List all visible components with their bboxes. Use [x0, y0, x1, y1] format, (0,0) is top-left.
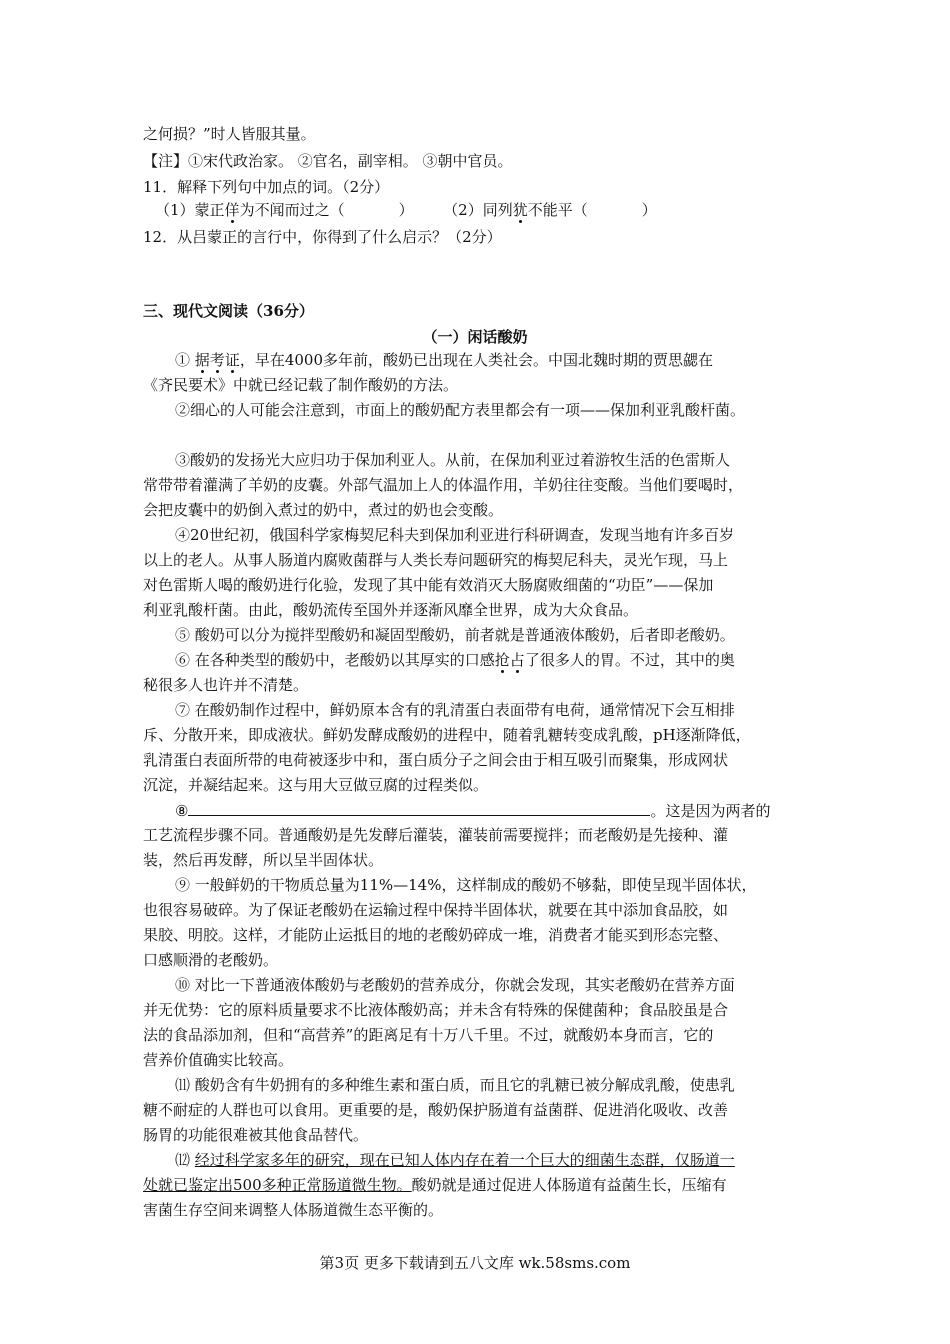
paragraph-11-line: ⑾ 酸奶含有牛奶拥有的多种维生素和蛋白质，而且它的乳糖已被分解成乳酸，使患乳 [175, 1076, 735, 1094]
para-num: ⑧ [175, 802, 189, 820]
paragraph-10-line: 营养价值确实比较高。 [143, 1051, 294, 1069]
question-11: 11．解释下列句中加点的词。（2分） [143, 178, 390, 196]
para-num: ① [175, 351, 195, 369]
paragraph-12-line-3: 害菌生存空间来调整人体肠道微生态平衡的。 [143, 1201, 444, 1219]
page-footer: 第3页 更多下载请到五八文库 wk.58sms.com [319, 1254, 631, 1272]
paragraph-12-line-2 [143, 1174, 727, 1196]
paragraph-3-line: 常带带着灌满了羊奶的皮囊。外部气温加上人的体温作用，羊奶往往变酸。当他们要喝时， [143, 476, 744, 494]
underlined-sentence: 经过科学家多年的研究，现在已知人体内存在着一个巨大的细菌生态群，仅肠道一 [194, 1151, 735, 1169]
paragraph-9-line: ⑨ 一般鲜奶的干物质总量为11%—14%，这样制成的酸奶不够黏，即使呈现半固体状， [175, 876, 757, 894]
paragraph-11-line: 肠胃的功能很难被其他食品替代。 [143, 1126, 369, 1144]
paragraph-8 [175, 799, 770, 822]
para-text: ，早在4000多年前，酸奶已出现在人类社会。中国北魏时期的贾思勰在 [239, 351, 714, 369]
para-num: ⑿ [175, 1151, 195, 1169]
paragraph-7-line: 乳清蛋白表面所带的电荷被逐步中和，蛋白质分子之间会由于相互吸引而聚集，形成网状 [143, 751, 729, 769]
para-text: 。这是因为两者的 [650, 802, 771, 820]
q11-a-prefix: （1）蒙正 [155, 201, 225, 219]
section-heading: 三、现代文阅读（36分） [143, 302, 314, 320]
dotted-char: 犹 [512, 201, 528, 219]
paragraph-4-line: 以上的老人。从事人肠道内腐败菌群与人类长寿问题研究的梅契尼科夫，灵光乍现，马上 [143, 551, 729, 569]
paragraph-6 [175, 649, 735, 671]
paragraph-4-line: 利亚乳酸杆菌。由此，酸奶流传至国外并逐渐风靡全世界，成为大众食品。 [143, 601, 639, 619]
dotted-char: 占 [509, 651, 525, 669]
para-text: 了很多人的胃。不过，其中的奥 [524, 651, 735, 669]
paragraph-11-line: 糖不耐症的人群也可以食用。更重要的是，酸奶保护肠道有益菌群、促进消化吸收、改善 [143, 1101, 729, 1119]
q11-b-close: ） [641, 201, 657, 219]
paragraph-9-line: 口感顺滑的老酸奶。 [143, 951, 279, 969]
question-11-items [155, 199, 657, 221]
paragraph-7-line: ⑦ 在酸奶制作过程中，鲜奶原本含有的乳清蛋白表面带有电荷，通常情况下会互相排 [175, 701, 735, 719]
paragraph-10-line: 并无优势：它的原料质量要求不比液体酸奶高；并未含有特殊的保健菌种；食品胶虽是合 [143, 1001, 729, 1019]
paragraph-9-line: 果胶、明胶。这样，才能防止运抵目的地的老酸奶碎成一堆，消费者才能买到形态完整、 [143, 926, 729, 944]
dotted-char: 抢 [494, 651, 510, 669]
paragraph-3-line: ③酸奶的发扬光大应归功于保加利亚人。从前，在保加利亚过着游牧生活的色雷斯人 [175, 451, 731, 469]
paragraph-8-line: 工艺流程步骤不同。普通酸奶是先发酵后灌装，灌装前需要搅拌；而老酸奶是先接种、灌 [143, 826, 729, 844]
dotted-char: 佯 [224, 201, 240, 219]
paragraph-4-line: ④20世纪初，俄国科学家梅契尼科夫到保加利亚进行科研调查，发现当地有许多百岁 [175, 526, 735, 544]
para-text: ⑥ 在各种类型的酸奶中，老酸奶以其厚实的口感 [175, 651, 495, 669]
paragraph-1 [175, 349, 713, 371]
paragraph-5: ⑤ 酸奶可以分为搅拌型酸奶和凝固型酸奶，前者就是普通液体酸奶，后者即老酸奶。 [175, 626, 735, 644]
q11-b-text: 不能平（ [527, 201, 588, 219]
dotted-char: 考 [209, 351, 225, 369]
paragraph-3-line: 会把皮囊中的奶倒入煮过的奶中，煮过的奶也会变酸。 [143, 501, 504, 519]
paragraph-10-line: 法的食品添加剂，但和“高营养”的距离足有十万八千里。不过，就酸奶本身而言，它的 [143, 1026, 714, 1044]
fill-in-blank[interactable] [188, 799, 650, 816]
q11-a-text: 为不闻而过之（ [239, 201, 345, 219]
paragraph-9-line: 也很容易破碎。为了保证老酸奶在运输过程中保持半固体状，就要在其中添加食品胶，如 [143, 901, 729, 919]
annotation-note: 【注】①宋代政治家。 ②官名，副宰相。 ③朝中官员。 [143, 152, 513, 170]
paragraph-2: ②细心的人可能会注意到，市面上的酸奶配方表里都会有一项——保加利亚乳酸杆菌。 [175, 401, 746, 419]
paragraph-7-line: 斥、分散开来，即成液状。鲜奶发酵成酸奶的进程中，随着乳糖转变成乳酸，pH逐渐降低， [143, 726, 751, 744]
paragraph-10-line: ⑩ 对比一下普通液体酸奶与老酸奶的营养成分，你就会发现，其实老酸奶在营养方面 [175, 976, 735, 994]
dotted-char: 证 [224, 351, 240, 369]
question-12: 12．从吕蒙正的言行中，你得到了什么启示？（2分） [143, 228, 502, 246]
paragraph-7-line: 沉淀，并凝结起来。这与用大豆做豆腐的过程类似。 [143, 776, 489, 794]
paragraph-12 [175, 1149, 735, 1171]
underlined-sentence: 处就已鉴定出500多种正常肠道微生物。 [143, 1176, 412, 1194]
paragraph-1-line-2: 《齐民要术》中就已经记载了制作酸奶的方法。 [143, 376, 459, 394]
para-text: 酸奶就是通过促进人体肠道有益菌生长，压缩有 [411, 1176, 727, 1194]
article-title: （一）闲话酸奶 [422, 328, 528, 346]
passage-last-line: 之何损？”时人皆服其量。 [143, 125, 316, 143]
paragraph-4-line: 对色雷斯人喝的酸奶进行化验，发现了其中能有效消灭大肠腐败细菌的“功臣”——保加 [143, 576, 714, 594]
q11-a-close: ） [398, 201, 414, 219]
paragraph-6-line-2: 秘很多人也许并不清楚。 [143, 676, 309, 694]
dotted-char: 据 [194, 351, 210, 369]
paragraph-8-line: 装，然后再发酵，所以呈半固体状。 [143, 851, 384, 869]
q11-b-prefix: （2）同列 [443, 201, 513, 219]
